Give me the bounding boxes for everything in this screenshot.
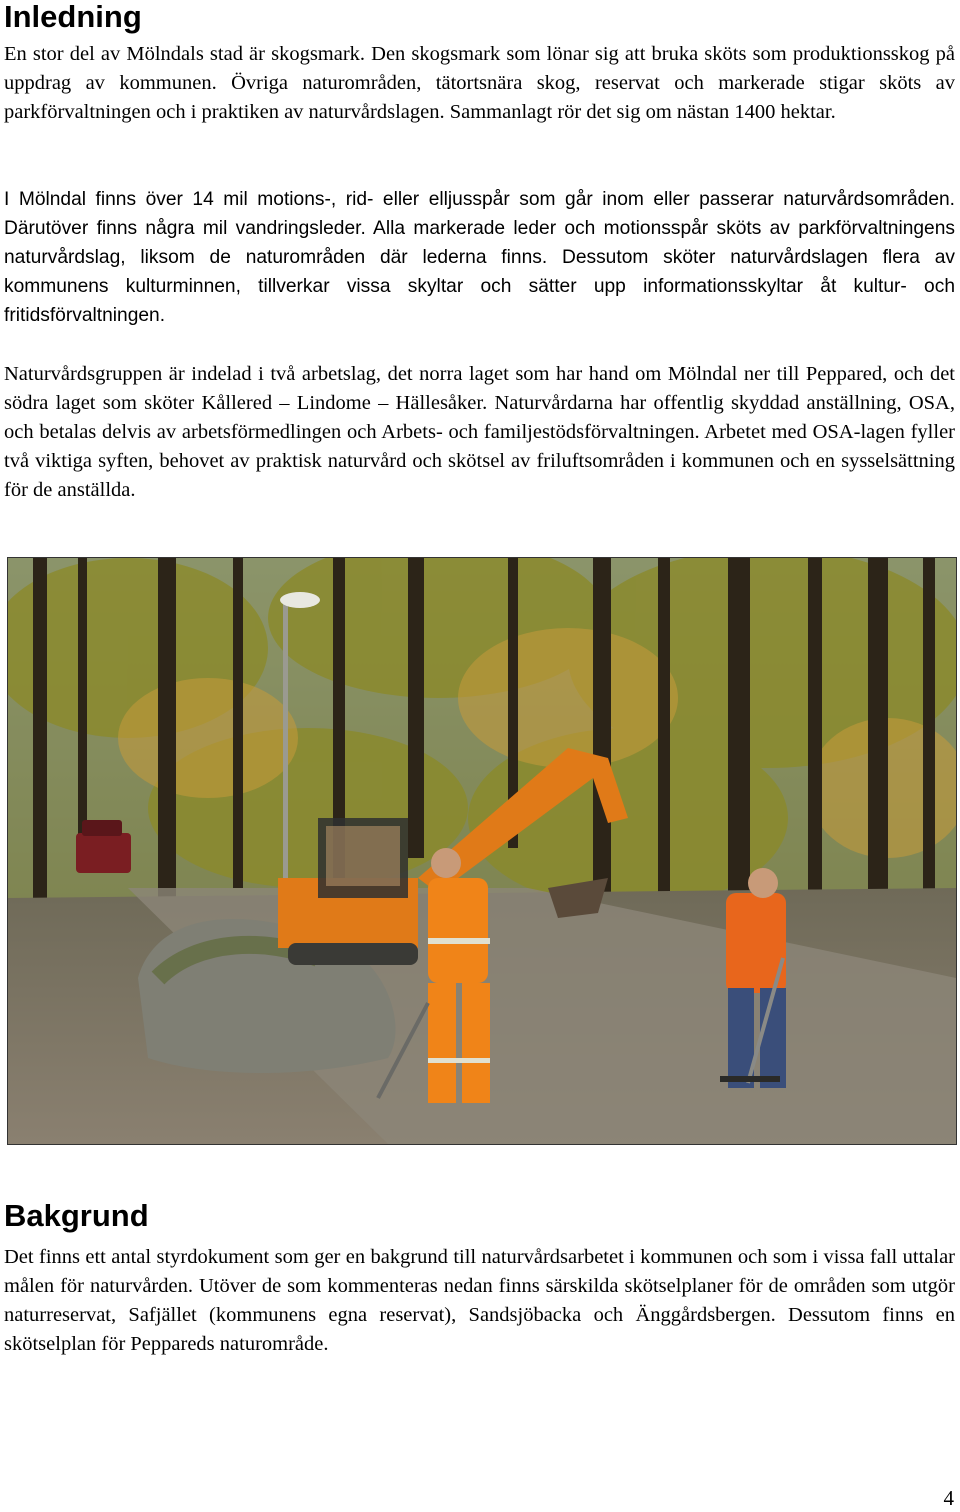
paragraph-background: Det finns ett antal styrdokument som ger en bakgrund till naturvårdsarbetet i kommunen och som i vissa fall uttalar målen för naturvården. Utöver de som kommenteras nedan finns särskilda skötselplaner för de områden som utgör naturreservat, Safjället (kommunens egna reservat), Sandsjöbacka och Änggårdsbergen. Dessutom finns en skötselplan för Peppareds naturområde. (4, 1246, 955, 1356)
paragraph-intro: En stor del av Mölndals stad är skogsmark. Den skogsmark som lönar sig att bruka sköts som produktionsskog på uppdrag av kommunen. Övriga naturområden, tätortsnära skog, reservat och markerade stigar sköts av parkförvaltningen och i praktiken av naturvårdslagen. Sammanlagt rör det sig om nästan 1400 hektar. (4, 43, 955, 124)
section-heading-inledning: Inledning (4, 0, 142, 34)
forest-work-photo (7, 557, 957, 1145)
section-heading-bakgrund: Bakgrund (4, 1198, 149, 1233)
page-number: 4 (943, 1486, 954, 1510)
paragraph-work-teams: Naturvårdsgruppen är indelad i två arbetslag, det norra laget som har hand om Mölndal ner till Peppared, och det södra laget som sköter Kållered – Lindome – Hällesåker. Naturvårdarna har offentlig skyddad anställning, OSA, och betalas delvis av arbetsförmedlingen och Arbets- och familjestödsförvaltningen. Arbetet med OSA-lagen fyller två viktiga syften, behovet av praktisk naturvård och skötsel av friluftsområden i kommunen och en sysselsättning för de anställda. (4, 363, 955, 502)
paragraph-trails: I Mölndal finns över 14 mil motions-, rid- eller elljusspår som går inom eller passerar naturvårdsområden. Därutöver finns några mil vandringsleder. Alla markerade leder och motionsspår sköts av parkförvaltningens naturvårdslag, liksom de naturområden där lederna finns. Dessutom sköter naturvårdslagen flera av kommunens kulturminnen, tillverkar vissa skyltar och sätter upp informationsskyltar åt kultur- och fritidsförvaltningen. (4, 189, 955, 327)
